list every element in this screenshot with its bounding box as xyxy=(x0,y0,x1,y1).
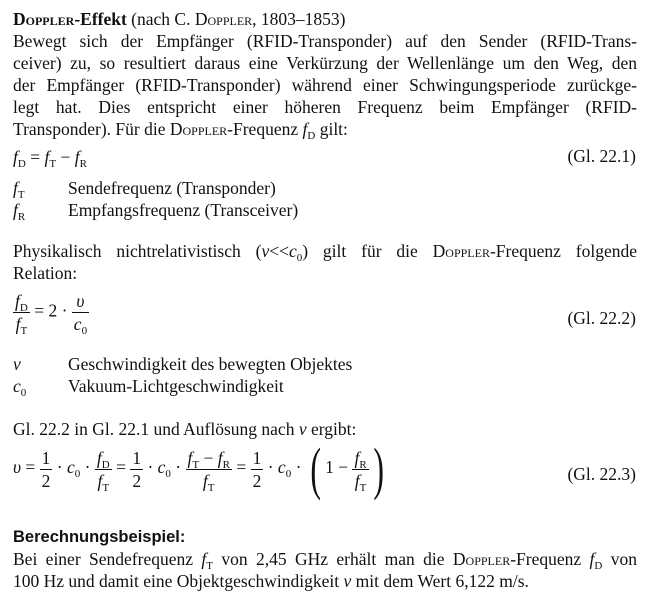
def-symbol-fr: $f_R$ xyxy=(13,200,26,223)
fraction-half-1: $\frac{1}{2}$ xyxy=(41,447,51,491)
example-heading: Berechnungsbeispiel: xyxy=(13,528,186,546)
intro-line-5: Transponder). Für die Doppler-Frequenz $f_D$ gilt: xyxy=(13,119,348,142)
equation-22-3: υ = $\frac{1}{2}$ · $c_0$ · $\frac{f_D}{f_T}$ = $\frac{1}{2}$ · $c_0$ · $\frac{f_T - f_R}{f_T}$ = $\frac{1}{2}$ · $c_0$ · ( 1 − $\frac{f_R}{f_T}$ ) xyxy=(13,436,384,501)
intro-block xyxy=(13,8,637,140)
fraction-fd-ft: $\frac{f_D}{f_T}$ xyxy=(15,291,28,337)
equation-number-22-3: (Gl. 22.3) xyxy=(567,464,636,484)
fraction-half-2: $\frac{1}{2}$ xyxy=(132,447,142,491)
def-desc-ft: Sendefrequenz (Transponder) xyxy=(68,178,276,198)
def-symbol-c0: $c_0$ xyxy=(13,376,27,399)
intro-line-3: der Empfänger (RFID-Transponder) während einer Schwingungsperiode zurückge- xyxy=(13,75,637,95)
equation-number-22-2: (Gl. 22.2) xyxy=(567,308,636,328)
def-desc-v: Geschwindigkeit des bewegten Objektes xyxy=(68,354,353,374)
equation-22-1: $f_D = f_T - f_R$ xyxy=(13,147,87,170)
right-parenthesis: ) xyxy=(373,436,384,501)
intro-line-1: Bewegt sich der Empfänger (RFID-Transponder) auf den Sender (RFID-Trans- xyxy=(13,31,637,51)
def-symbol-ft: $f_T$ xyxy=(13,178,25,201)
physical-line-1: Physikalisch nichtrelativistisch $(v<<c_0)$ gilt für die Doppler-Frequenz folgende xyxy=(13,241,637,264)
def-desc-c0: Vakuum-Lichtgeschwindigkeit xyxy=(68,376,284,396)
fraction-ft-minus-fr: $\frac{f_T - f_R}{f_T}$ xyxy=(187,447,230,494)
def-desc-fr: Empfangsfrequenz (Transceiver) xyxy=(68,200,299,220)
section-heading: Doppler-Effekt (nach C. Doppler, 1803–1853) xyxy=(13,9,346,29)
fraction-v-c0: $\frac{\upsilon}{c_0}$ xyxy=(73,291,88,337)
fraction-fd-ft-2: $\frac{f_D}{f_T}$ xyxy=(96,447,110,494)
example-line-2: 100 Hz und damit eine Objektgeschwindigkeit v mit dem Wert 6,122 m/s. xyxy=(13,571,529,591)
example-line-1: Bei einer Sendefrequenz $f_T$ von 2,45 GHz erhält man die Doppler-Frequenz $f_D$ von xyxy=(13,549,637,572)
fraction-half-3: $\frac{1}{2}$ xyxy=(252,447,262,491)
physical-paragraph xyxy=(13,240,637,284)
equation-22-2: $\frac{f_D}{f_T}$ = 2 · $\frac{\upsilon}{c_0}$ xyxy=(15,291,88,337)
solve-sentence: Gl. 22.2 in Gl. 22.1 und Auflösung nach v ergibt: xyxy=(13,419,357,439)
physical-line-2: Relation: xyxy=(13,263,78,283)
left-parenthesis: ( xyxy=(310,436,321,501)
fraction-fr-ft: $\frac{f_R}{f_T}$ xyxy=(354,447,367,494)
intro-line-2: ceiver) zu, so resultiert daraus eine Verkürzung der Wellenlänge um den Weg, den xyxy=(13,53,637,73)
intro-line-4: legt hat. Dies entspricht einer höheren Frequenz beim Empfänger (RFID- xyxy=(13,97,637,117)
example-paragraph xyxy=(13,548,637,592)
heading-title: Doppler-Effekt xyxy=(13,9,127,29)
def-symbol-v: v xyxy=(13,354,21,374)
equation-number-22-1: (Gl. 22.1) xyxy=(567,146,636,166)
